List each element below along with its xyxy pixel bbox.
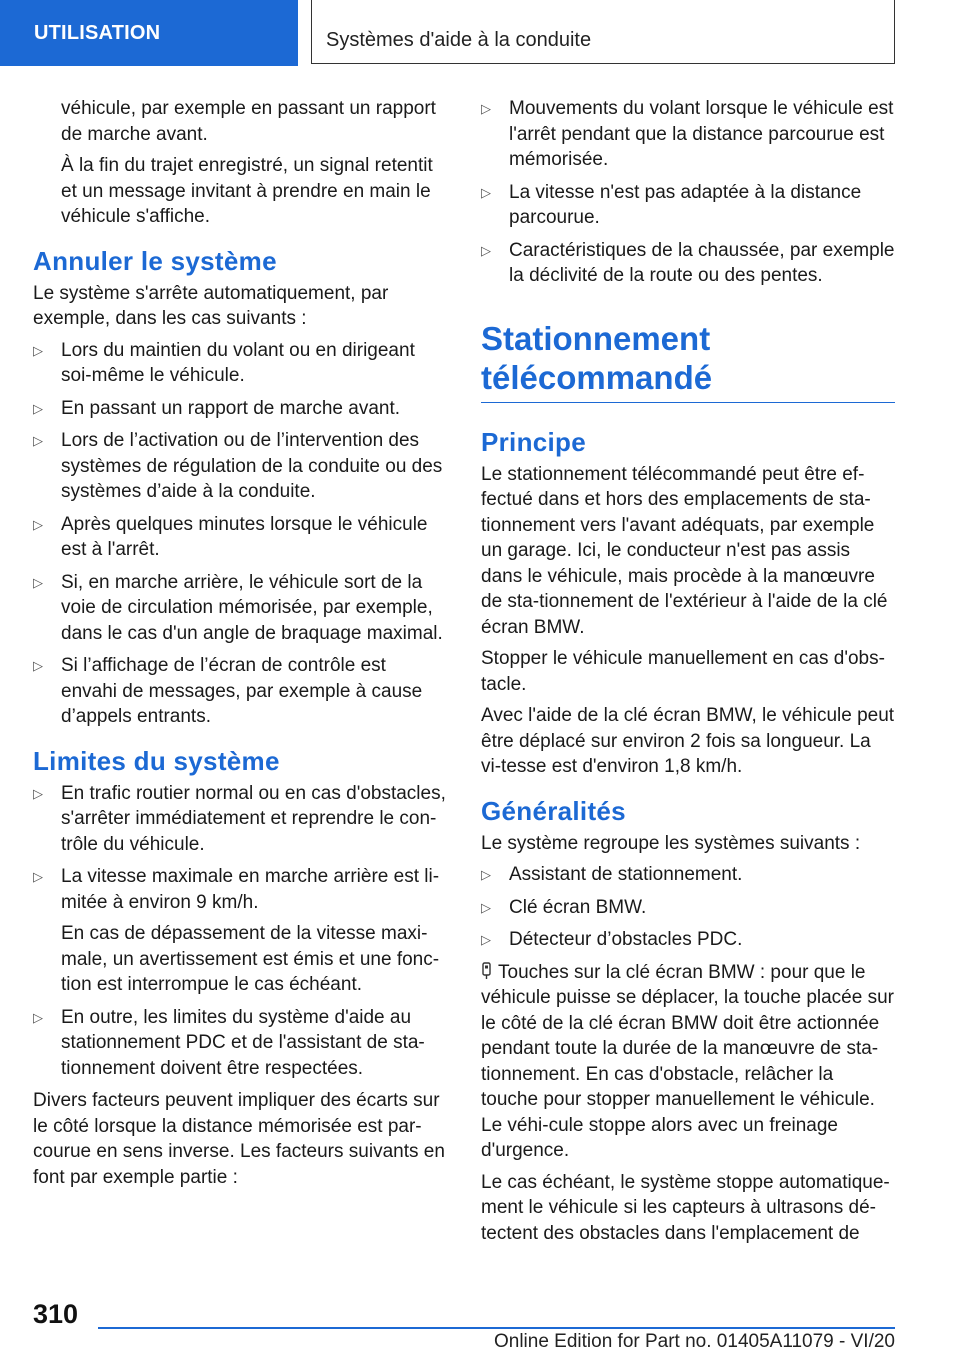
- paragraph: Stopper le véhicule manuellement en cas d'obs-tacle.: [481, 648, 885, 695]
- page-number: 310: [33, 1299, 79, 1329]
- remote-key-icon: [481, 962, 492, 980]
- paragraph: Avec l'aide de la clé écran BMW, le véhicule peut être déplacé sur environ 2 fois sa longueur. La vi-tesse est d'environ 1,8 km/h.: [481, 705, 895, 777]
- bullet-icon: ▷: [33, 516, 43, 532]
- generalites-list: [481, 862, 895, 953]
- list-item: ▷ Détecteur d’obstacles PDC.: [481, 927, 895, 953]
- bullet-icon: ▷: [33, 400, 43, 416]
- list-item: ▷ La vitesse maximale en marche arrière est li-mitée à environ 9 km/h. En cas de dépassement de la vitesse maxi-male, un avertissement est émis et une fonc-tion est interrompue le cas échéant.: [33, 864, 447, 998]
- heading-annuler: Annuler le système: [33, 245, 277, 276]
- bullet-icon: ▷: [481, 101, 491, 116]
- main-heading: Stationnement télécommandé: [481, 319, 895, 403]
- limites-list: [33, 781, 447, 1082]
- bullet-icon: ▷: [33, 869, 43, 884]
- paragraph: véhicule, par exemple en passant un rapport de marche avant.: [61, 98, 436, 145]
- list-item: ▷ Si l’affichage de l’écran de contrôle est envahi de messages, par exemple à cause d’appels entrants.: [33, 655, 423, 727]
- bullet-icon: ▷: [481, 184, 491, 200]
- paragraph: Le système s'arrête automatiquement, par exemple, dans les cas suivants :: [33, 282, 389, 329]
- heading-generalites: Généralités: [481, 795, 626, 826]
- bullet-icon: ▷: [481, 932, 491, 947]
- bullet-icon: ▷: [33, 658, 43, 673]
- left-column: [33, 96, 447, 1196]
- list-item: ▷ Mouvements du volant lorsque le véhicule est l'arrêt pendant que la distance parcourue est mémorisée.: [481, 98, 894, 170]
- chapter-title: Systèmes d'aide à la conduite: [311, 0, 895, 64]
- list-item: ▷ Clé écran BMW.: [481, 895, 895, 921]
- facteurs-list: [481, 96, 895, 289]
- paragraph: Le système regroupe les systèmes suivants :: [481, 832, 861, 854]
- list-item-subparagraph: En cas de dépassement de la vitesse maxi-male, un avertissement est émis et une fonc-tion est interrompue le cas échéant.: [61, 923, 440, 995]
- annuler-list: [33, 338, 447, 730]
- bullet-icon: ▷: [33, 1009, 43, 1025]
- bullet-icon: ▷: [33, 433, 43, 448]
- list-item: ▷ Caractéristiques de la chaussée, par exemple la déclivité de la route ou des pentes.: [481, 239, 895, 286]
- list-item: ▷ Lors du maintien du volant ou en dirigeant soi-même le véhicule.: [33, 339, 415, 386]
- list-item: ▷ En outre, les limites du système d'aide au stationnement PDC et de l'assistant de sta-tionnement doivent être respectées.: [33, 1006, 425, 1079]
- footer-divider: [98, 1327, 895, 1329]
- right-column: [481, 96, 895, 1252]
- bullet-icon: ▷: [33, 574, 43, 590]
- page-header: [0, 0, 960, 66]
- list-item: ▷ Si, en marche arrière, le véhicule sort de la voie de circulation mémorisée, par exemple, dans le cas d'un angle de braquage maximal.: [33, 571, 443, 644]
- bullet-icon: ▷: [481, 899, 491, 915]
- bullet-icon: ▷: [481, 242, 491, 258]
- list-item: ▷ Lors de l’activation ou de l’intervention des systèmes de régulation de la conduite ou des systèmes d’aide à la conduite.: [33, 430, 443, 502]
- list-item: ▷ En passant un rapport de marche avant.: [33, 396, 447, 422]
- bullet-icon: ▷: [33, 342, 43, 358]
- list-item: ▷ En trafic routier normal ou en cas d'obstacles, s'arrêter immédiatement et reprendre le con-trôle du véhicule.: [33, 782, 446, 855]
- paragraph: Touches sur la clé écran BMW : pour que le véhicule puisse se déplacer, la touche placée sur le côté de la clé écran BMW doit être actionnée pendant toute la durée de la manœuvre de sta-tionnement. En cas d'obstacle, relâcher la touche pour stopper manuellement le véhicule. Le véhi-cule stoppe alors avec un freinage d'urgence.: [481, 961, 894, 1161]
- bullet-icon: ▷: [481, 867, 491, 882]
- section-tab: UTILISATION: [0, 0, 298, 66]
- paragraph: Le stationnement télécommandé peut être ef-fectué dans et hors des emplacements de sta-tionnement vers l'avant adéquats, par exemple un garage. Ici, le conducteur n'est pas assis dans le véhicule, mais procède à la manœuvre de sta-tionnement de l'extérieur à l'aide de la clé écran BMW.: [481, 463, 888, 638]
- edition-footer: Online Edition for Part no. 01405A11079 - VI/20: [493, 1331, 895, 1352]
- heading-principe: Principe: [481, 426, 586, 457]
- list-item: ▷ La vitesse n'est pas adaptée à la distance parcourue.: [481, 181, 862, 228]
- paragraph: À la fin du trajet enregistré, un signal retentit et un message invitant à prendre en main le véhicule s'affiche.: [61, 155, 433, 227]
- bullet-icon: ▷: [33, 785, 43, 801]
- paragraph: Divers facteurs peuvent impliquer des écarts sur le côté lorsque la distance mémorisée est par-courue en sens inverse. Les facteurs suivants en font par exemple partie :: [33, 1090, 445, 1188]
- list-item: ▷ Assistant de stationnement.: [481, 862, 895, 888]
- list-item: ▷ Après quelques minutes lorsque le véhicule est à l'arrêt.: [33, 513, 428, 560]
- heading-limites: Limites du système: [33, 745, 280, 776]
- paragraph: Le cas échéant, le système stoppe automatique-ment le véhicule si les capteurs à ultrasons dé-tectent des obstacles dans l'emplacement de: [481, 1171, 890, 1244]
